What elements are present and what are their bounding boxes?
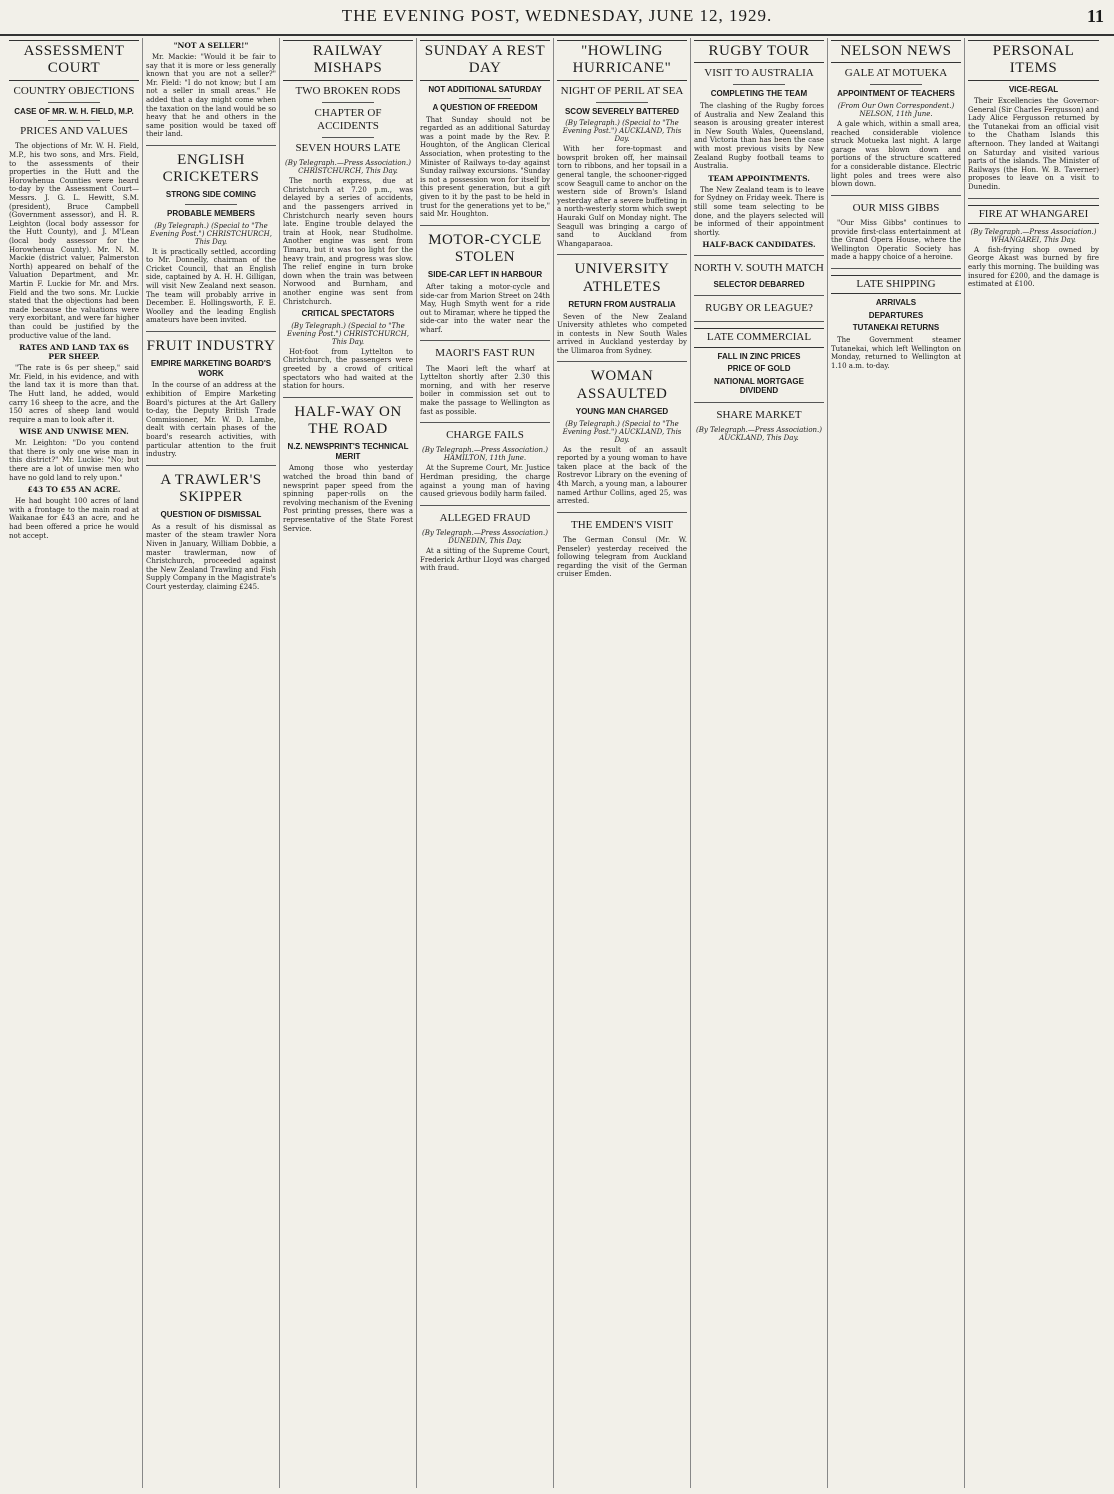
headline-rugby-tour: RUGBY TOUR bbox=[694, 40, 824, 63]
subhead: TWO BROKEN RODS bbox=[295, 84, 401, 97]
subhead: N.Z. NEWSPRINT'S TECHNICAL MERIT bbox=[287, 442, 409, 461]
article-body: The New Zealand team is to leave for Sydney on Friday week. There is still some team selecting to be done, and the players selected will be informed of their appointment shortly. bbox=[694, 185, 824, 237]
article-body: With her fore-topmast and bowsprit broken off, her mainsail torn to ribbons, and her topsail in a general tangle, the schooner-rigged scow Seagull came to anchor on the western side of Brown's Island yesterday after a severe buffeting in a north-westerly storm which swept Hauraki Gulf on Monday night. The Seagull was bringing a cargo of sand to Auckland from Whangaparaoa. bbox=[557, 145, 687, 248]
headline-fruit-industry: FRUIT INDUSTRY bbox=[146, 337, 276, 354]
subhead: VISIT TO AUSTRALIA bbox=[704, 67, 814, 80]
subhead: CASE OF MR. W. H. FIELD, M.P. bbox=[14, 106, 134, 116]
article-body: "Our Miss Gibbs" continues to provide first-class entertainment at the Grand Opera House, where the Wellington Operatic Society has made a happy choice of a heroine. bbox=[831, 218, 961, 262]
dateline: (By Telegraph.—Press Association.) AUCKLAND, This Day. bbox=[695, 426, 823, 443]
article-body: At a sitting of the Supreme Court, Frederick Arthur Lloyd was charged with fraud. bbox=[420, 546, 550, 573]
dateline: (By Telegraph.—Press Association.) HAMILTON, 11th June. bbox=[421, 446, 549, 463]
dateline: (By Telegraph.—Press Association.) WHANGAREI, This Day. bbox=[970, 227, 1097, 244]
subhead: EMPIRE MARKETING BOARD'S WORK bbox=[150, 359, 272, 378]
headline-late-commercial: LATE COMMERCIAL bbox=[694, 328, 824, 347]
dateline: (From Our Own Correspondent.) NELSON, 11th June. bbox=[837, 102, 955, 119]
headline-personal-items: PERSONAL ITEMS bbox=[968, 40, 1099, 81]
article-body: Hot-foot from Lyttelton to Christchurch, the passengers were greeted by a crowd of critical spectators who had waited at the station for hours. bbox=[283, 347, 413, 391]
subhead: PRICE OF GOLD bbox=[727, 364, 791, 374]
subhead: YOUNG MAN CHARGED bbox=[575, 406, 669, 416]
headline-emdens-visit: THE EMDEN'S VISIT bbox=[571, 518, 673, 531]
headline-rugby-or-league: RUGBY OR LEAGUE? bbox=[705, 302, 813, 315]
column-4 bbox=[417, 38, 554, 1488]
article-body: That Sunday should not be regarded as an additional Saturday was a point made by the Rev. P. Houghton, of the Anglican Clerical Association, when protesting to the Minister of Railways to-day against Sunday railway excursions. "Sunday is not a possession won for itself by this present generation, but a gift given to it by the past to be held in trust for the generations yet to be," said Mr. Houghton. bbox=[420, 115, 550, 219]
headline-sunday-rest-day: SUNDAY A REST DAY bbox=[420, 40, 550, 81]
headline-half-way: HALF-WAY ON THE ROAD bbox=[294, 403, 402, 437]
article-body: After taking a motor-cycle and side-car from Marion Street on 24th May, Hugh Smyth went for a ride out to Miramar, where he tipped the side-car into the water near the wharf. bbox=[420, 282, 550, 334]
headline-english-cricketers: ENGLISH CRICKETERS bbox=[162, 151, 260, 186]
column-5 bbox=[554, 38, 691, 1488]
article-body: As the result of an assault reported by a young woman to have taken place at the back of the Rostrevor Library on the evening of 4th March, a young man, a labourer named Arthur Collins, aged 25, was arrested. bbox=[557, 445, 687, 506]
page-number: 11 bbox=[1086, 6, 1104, 26]
subhead: GALE AT MOTUEKA bbox=[844, 67, 948, 80]
headline-howling-hurricane: "HOWLING HURRICANE" bbox=[557, 40, 687, 81]
article-body: The objections of Mr. W. H. Field, M.P., his two sons, and Mrs. Field, to the assessments of their properties in the Hutt and the Horowhenua Counties were heard to-day by the Assessment Court—Messrs. J. G. L. Hewitt, S.M. (president), Bruce Campbell (Government assessor), and H. R. Leighton (local body assessor for the Hutt County), and J. M'Lean (local body assessor for the Horowhenua County). Mr. N. M. Mackie (district valuer, Palmerston North) appeared on behalf of the Valuation Department, and Mr. Martin F. Luckie for Mr. and Mrs. Field and the two sons. Mr. Luckie stated that the objections had been made because the valuations were very exorbitant, and were far higher than could be justified by the productive value of the land. bbox=[9, 142, 139, 340]
article-body: It is practically settled, according to Mr. Donnelly, chairman of the Cricket Council, that an English side, captained by A. H. H. Gilligan, will visit New Zealand next season. The team will probably arrive in December. E. Hollingsworth, F. E. Woolley and the leading English amateurs have been invited. bbox=[146, 247, 276, 325]
headline-assessment-court: ASSESSMENT COURT bbox=[9, 40, 139, 81]
dateline: (By Telegraph.) (Special to "The Evening Post.") AUCKLAND, This Day. bbox=[562, 419, 682, 444]
subhead: QUESTION OF DISMISSAL bbox=[160, 510, 262, 520]
subhead: TUTANEKAI RETURNS bbox=[852, 323, 940, 333]
subhead: FALL IN ZINC PRICES bbox=[717, 351, 801, 361]
article-body: The German Consul (Mr. W. Penseler) yesterday received the following telegram from Auckland regarding the visit of the German cruiser Emden. bbox=[557, 535, 687, 579]
subhead: VICE-REGAL bbox=[1008, 84, 1059, 94]
headline-north-v-south: NORTH V. SOUTH MATCH bbox=[694, 262, 824, 275]
column-8 bbox=[965, 38, 1102, 1488]
dateline: (By Telegraph.—Press Association.) CHRISTCHURCH, This Day. bbox=[284, 159, 412, 176]
headline-trawlers-skipper: A TRAWLER'S SKIPPER bbox=[160, 471, 262, 505]
article-body: Mr. Mackie: "Would it be fair to say that it is more or less generally known that you are not a seller?" Mr. Field: "I do not know; but I am not a seller in small areas." He added that a day might come when the taxation on the land would be so heavy that he and others in the same position would be taxed off their land. bbox=[146, 53, 276, 139]
subhead: NIGHT OF PERIL AT SEA bbox=[560, 84, 684, 97]
headline-nelson-news: NELSON NEWS bbox=[831, 40, 961, 63]
side-heading: TEAM APPOINTMENTS. bbox=[708, 173, 810, 183]
subhead: PROBABLE MEMBERS bbox=[166, 209, 255, 219]
masthead bbox=[0, 0, 1114, 36]
dateline: (By Telegraph.—Press Association.) DUNEDIN, This Day. bbox=[421, 528, 549, 545]
subhead: RETURN FROM AUSTRALIA bbox=[568, 299, 676, 309]
side-heading: CRITICAL SPECTATORS bbox=[301, 309, 395, 319]
article-body: Among those who yesterday watched the broad thin band of newsprint paper speed from the spinning paper-rolls on the revolving mechanism of the Evening Post printing presses, there was a representative of the State Forest Service. bbox=[283, 464, 413, 533]
subhead: STRONG SIDE COMING bbox=[165, 190, 257, 200]
article-body: The north express, due at Christchurch at 7.20 p.m., was delayed by a series of accidents, and the passengers arrived in Christchurch nearly seven hours late. Engine trouble delayed the train at Hook, near Studholme. Another engine was sent from Timaru, but it was too light for the heavy train, and progress was slow. The relief engine in turn broke down when the train was between Norwood and Burnham, and another engine was sent from Christchurch. bbox=[283, 177, 413, 306]
subhead: NOT ADDITIONAL SATURDAY bbox=[428, 84, 542, 94]
headline-woman-assaulted: WOMAN ASSAULTED bbox=[576, 368, 668, 402]
dateline: (By Telegraph.) (Special to "The Evening Post.") CHRISTCHURCH, This Day. bbox=[150, 221, 272, 246]
side-heading: HALF-BACK CANDIDATES. bbox=[702, 240, 816, 250]
subhead: CHAPTER OF ACCIDENTS bbox=[314, 106, 382, 132]
subhead: DEPARTURES bbox=[868, 310, 924, 320]
columns bbox=[6, 38, 1108, 1488]
side-heading: "NOT A SELLER!" bbox=[173, 41, 249, 50]
headline-late-shipping: LATE SHIPPING bbox=[831, 275, 961, 294]
headline-motor-cycle-stolen: MOTOR-CYCLE STOLEN bbox=[428, 231, 542, 266]
column-2 bbox=[143, 38, 280, 1488]
article-body: Mr. Leighton: "Do you contend that there is only one wise man in this district?" Mr. Luckie: "No; but there are a lot of unwise men who have no gold land to rely upon." bbox=[9, 439, 139, 482]
headline-railway-mishaps: RAILWAY MISHAPS bbox=[283, 40, 413, 81]
article-body: In the course of an address at the exhibition of Empire Marketing Board's pictures at the Art Gallery to-day, the Deputy British Trade Commissioner, Mr. W. D. Lambe, dealt with certain phases of the board's research activities, with particular attention to the fruit industry. bbox=[146, 381, 276, 459]
article-body: "The rate is 6s per sheep," said Mr. Field, in his evidence, and with the land tax it is more than that. The Hutt land, he added, would carry 16 sheep to the acre, and the 150 acres of sheep land would require a man to look after it. bbox=[9, 364, 139, 424]
subhead: COMPLETING THE TEAM bbox=[710, 89, 808, 99]
side-heading: WISE AND UNWISE MEN. bbox=[19, 427, 129, 437]
column-3 bbox=[280, 38, 417, 1488]
headline-our-miss-gibbs: OUR MISS GIBBS bbox=[852, 201, 940, 214]
subhead: PRICES AND VALUES bbox=[20, 125, 128, 138]
article-body: Their Excellencies the Governor-General (Sir Charles Fergusson) and Lady Alice Fergusson returned by the Tutanekai from an official visit to the Chatham Islands this afternoon. They landed at Waitangi on Saturday and visited various parts of the islands. The Minister of Railways (the Hon. W. B. Taverner) proposes to leave on a visit to Dunedin. bbox=[968, 97, 1099, 192]
subhead: NATIONAL MORTGAGE DIVIDEND bbox=[714, 376, 804, 396]
article-body: Seven of the New Zealand University athletes who competed in contests in New South Wales arrived in Auckland yesterday by the Ulimaroa from Sydney. bbox=[557, 312, 687, 355]
column-1 bbox=[6, 38, 143, 1488]
headline-university-athletes: UNIVERSITY ATHLETES bbox=[574, 261, 670, 295]
subhead: SIDE-CAR LEFT IN HARBOUR bbox=[427, 270, 543, 280]
side-heading: RATES AND LAND TAX 6S PER SHEEP. bbox=[19, 343, 129, 362]
article-body: At the Supreme Court, Mr. Justice Herdman presiding, the charge against a young man of having caused grievous bodily harm failed. bbox=[420, 464, 550, 499]
headline-charge-fails: CHARGE FAILS bbox=[446, 429, 524, 442]
side-heading: £43 TO £55 AN ACRE. bbox=[27, 485, 121, 495]
subhead: APPOINTMENT OF TEACHERS bbox=[837, 89, 955, 99]
subhead: SELECTOR DEBARRED bbox=[713, 279, 805, 289]
dateline: (By Telegraph.) (Special to "The Evening Post.") CHRISTCHURCH, This Day. bbox=[287, 321, 409, 346]
article-body: The Maori left the wharf at Lyttelton shortly after 2.30 this morning, and with her reserve boiler in commission set out to make the passage to Wellington as fast as possible. bbox=[420, 364, 550, 416]
article-body: A gale which, within a small area, reached considerable violence struck Motueka last night. A large garage was blown down and portions of the structure scattered for a considerable distance. Electric light poles and trees were also blown down. bbox=[831, 120, 961, 189]
headline-maoris-fast-run: MAORI'S FAST RUN bbox=[435, 347, 535, 360]
subhead: A QUESTION OF FREEDOM bbox=[432, 103, 538, 113]
subhead: ARRIVALS bbox=[875, 298, 917, 308]
subhead: SCOW SEVERELY BATTERED bbox=[564, 106, 680, 116]
headline-alleged-fraud: ALLEGED FRAUD bbox=[439, 511, 531, 524]
column-7 bbox=[828, 38, 965, 1488]
masthead-title: THE EVENING POST, WEDNESDAY, JUNE 12, 1929. bbox=[341, 6, 773, 25]
article-body: The clashing of the Rugby forces of Australia and New Zealand this season is arousing greater interest in New South Wales, Queensland, and Victoria than has been the case with most previous visits by New Zealand Rugby football teams to Australia. bbox=[694, 102, 824, 171]
article-body: The Government steamer Tutanekai, which left Wellington on Monday, returned to Wellington at 1.10 a.m. to-day. bbox=[831, 335, 961, 370]
article-body: He had bought 100 acres of land with a frontage to the main road at Waikanae for £43 an acre, and he had been offered a price he would not accept. bbox=[9, 497, 139, 540]
article-body: As a result of his dismissal as master of the steam trawler Nora Niven in January, William Dobbie, a master trawlerman, now of Christchurch, proceeded against the New Zealand Trawling and Fish Supply Company in the Magistrate's Court yesterday, claiming £245. bbox=[146, 522, 276, 591]
headline-fire-at-whangarei: FIRE AT WHANGAREI bbox=[968, 205, 1099, 224]
dateline: (By Telegraph.) (Special to "The Evening Post.") AUCKLAND, This Day. bbox=[562, 119, 682, 144]
subhead: SEVEN HOURS LATE bbox=[295, 142, 401, 155]
headline-share-market: SHARE MARKET bbox=[716, 408, 802, 421]
subhead: COUNTRY OBJECTIONS bbox=[13, 84, 135, 97]
article-body: A fish-frying shop owned by George Akast was burned by fire early this morning. The building was insured for £200, and the damage is estimated at £100. bbox=[968, 245, 1099, 289]
column-6 bbox=[691, 38, 828, 1488]
